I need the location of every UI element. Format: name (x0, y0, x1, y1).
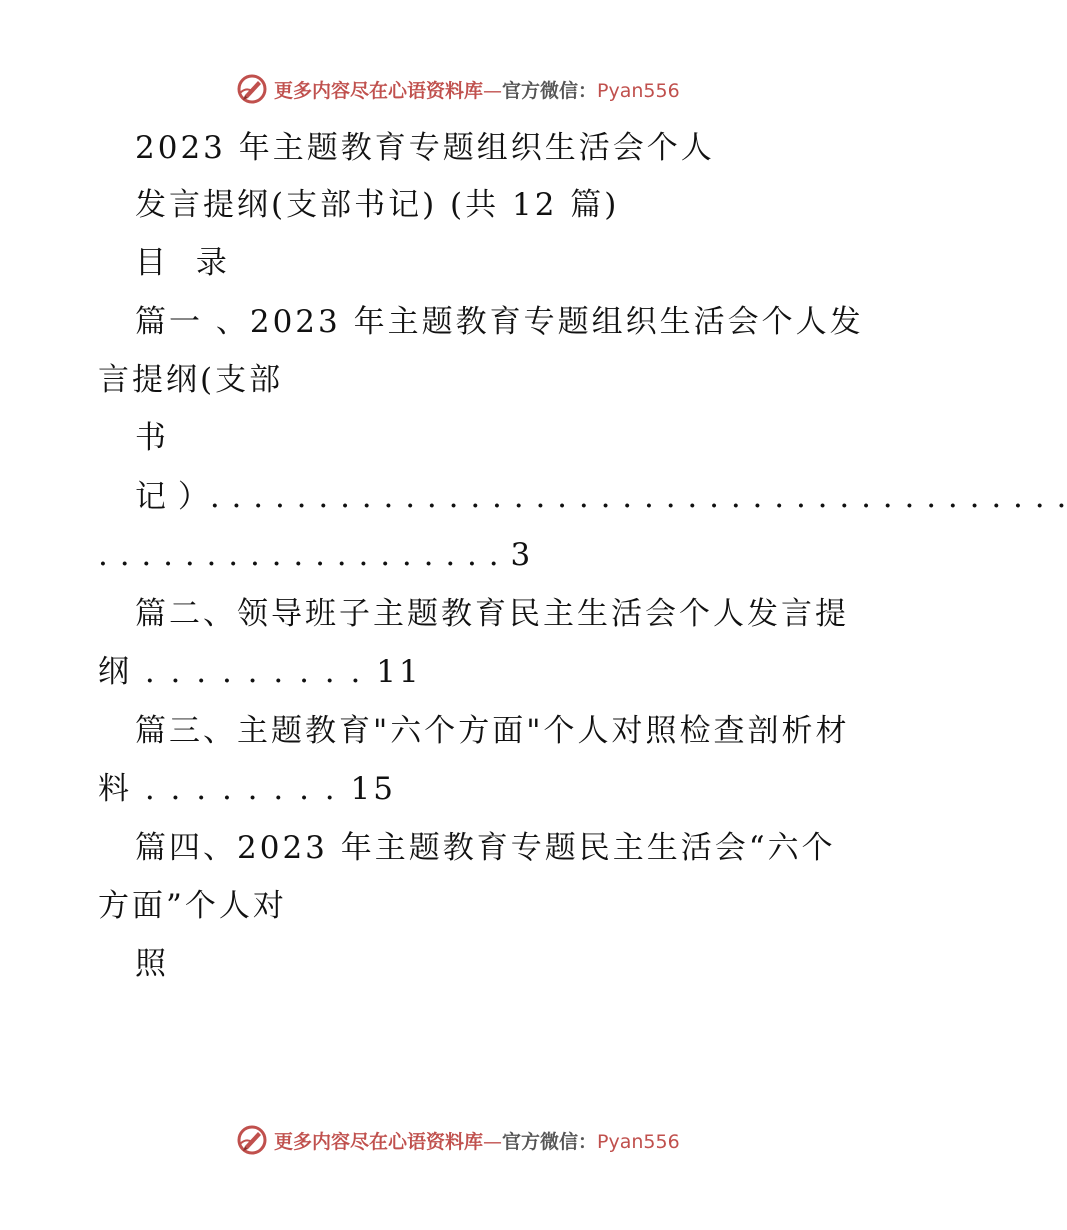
toc-entry-1-line-1: 篇一 、2023 年主题教育专题组织生活会个人发 (135, 304, 864, 340)
toc-entry-1-line-4: 记 ）. . . . . . . . . . . . . . . . . . . . . . . . . . . . . . . . . . . . . . . . (135, 479, 1067, 515)
toc-entry-4-line-2: 方面”个人对 (98, 888, 287, 924)
watermark-wechat-id: Pyan556 (597, 79, 680, 102)
toc-entry-3-line-2: 料 . . . . . . . . 15 (98, 771, 396, 807)
footer-watermark (236, 1122, 680, 1158)
watermark-dash: — (483, 79, 503, 102)
title-line-1: 2023 年主题教育专题组织生活会个人 (135, 130, 715, 166)
header-watermark (236, 71, 680, 107)
toc-entry-3-line-1: 篇三、主题教育"六个方面"个人对照检查剖析材 (135, 713, 850, 749)
toc-entry-1-line-5: . . . . . . . . . . . . . . . . . . . 3 (98, 537, 532, 573)
watermark-dash: — (483, 1130, 503, 1153)
toc-entry-2-line-1: 篇二、领导班子主题教育民主生活会个人发言提 (135, 596, 849, 632)
watermark-official-label: 官方微信： (502, 1130, 598, 1153)
watermark-brand: 更多内容尽在心语资料库 (274, 79, 484, 102)
toc-entry-2-line-2: 纲 . . . . . . . . . 11 (98, 654, 422, 690)
watermark-wechat-id: Pyan556 (597, 1130, 680, 1153)
watermark-brand: 更多内容尽在心语资料库 (274, 1130, 484, 1153)
pen-logo-icon (236, 1124, 268, 1156)
watermark-official-label: 官方微信： (502, 79, 598, 102)
toc-entry-1-line-3: 书 (135, 420, 169, 456)
toc-entry-4-line-3: 照 (135, 946, 169, 982)
title-line-2: 发言提纲(支部书记) (共 12 篇) (135, 187, 620, 223)
toc-entry-1-line-2: 言提纲(支部 (98, 362, 284, 398)
toc-entry-4-line-1: 篇四、2023 年主题教育专题民主生活会“六个 (135, 830, 836, 866)
toc-heading: 目 录 (135, 245, 237, 281)
pen-logo-icon (236, 73, 268, 105)
